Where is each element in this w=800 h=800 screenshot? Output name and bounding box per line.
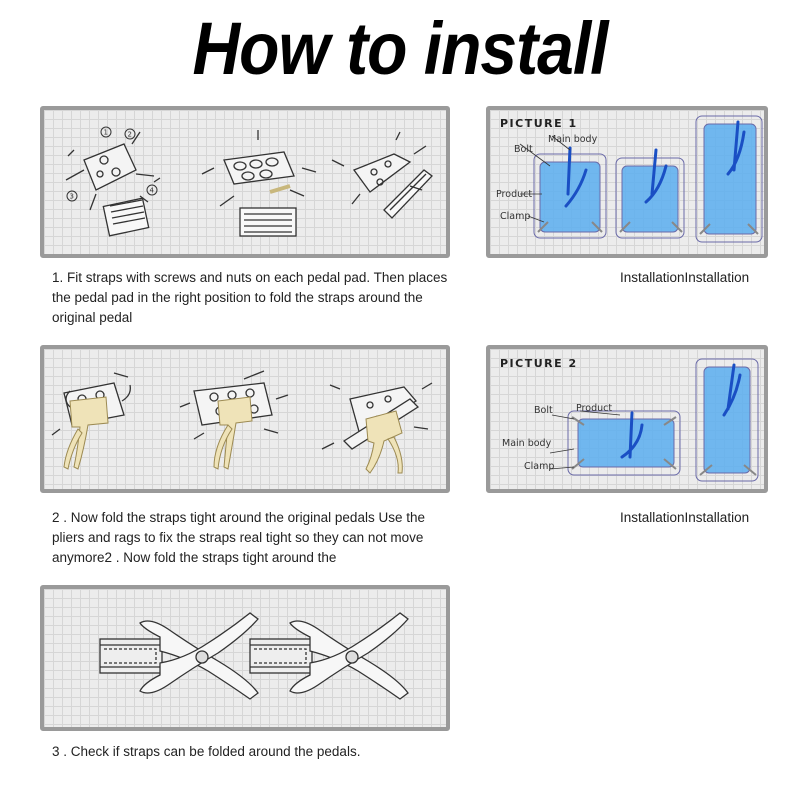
picture2-clamp-label: Clamp (524, 461, 555, 472)
step2-illustration-panel (40, 345, 450, 493)
picture1-product-label: Product (496, 189, 533, 200)
step1-marker-1: 1 (103, 128, 108, 137)
step1-marker-2: 2 (127, 130, 132, 139)
step2-drawing (44, 349, 446, 489)
picture2-panel (486, 345, 768, 493)
step1-caption: 1. Fit straps with screws and nuts on each pedal pad. Then places the pedal pad in the right position to fold the straps around the original pedal (52, 270, 448, 325)
step3-drawing (44, 589, 446, 727)
picture1-drawing (490, 110, 764, 254)
picture1-clamp-label: Clamp (500, 211, 531, 222)
picture2-bolt-label: Bolt (534, 405, 553, 416)
step3-illustration-panel (40, 585, 450, 731)
picture1-panel (486, 106, 768, 258)
page-title: How to install (192, 6, 608, 90)
step2-caption: 2 . Now fold the straps tight around the original pedals Use the pliers and rags to fix the straps real tight so they can not move anymore2 . Now fold the straps tight around the (52, 510, 425, 565)
step1-marker-3: 3 (69, 192, 74, 201)
picture2-main-body-label: Main body (502, 438, 552, 449)
picture2-label: PICTURE 2 (500, 357, 578, 370)
picture2-product-label: Product (576, 403, 613, 414)
picture1-label: PICTURE 1 (500, 117, 578, 130)
picture2-caption: InstallationInstallation (620, 510, 750, 525)
step1-marker-4: 4 (149, 186, 154, 195)
step1-drawing (44, 110, 446, 254)
picture1-main-body-label: Main body (548, 134, 598, 145)
picture1-caption: InstallationInstallation (620, 270, 750, 285)
picture1-bolt-label: Bolt (514, 144, 533, 155)
step1-illustration-panel (40, 106, 450, 258)
step3-caption: 3 . Check if straps can be folded around the pedals. (52, 744, 361, 759)
